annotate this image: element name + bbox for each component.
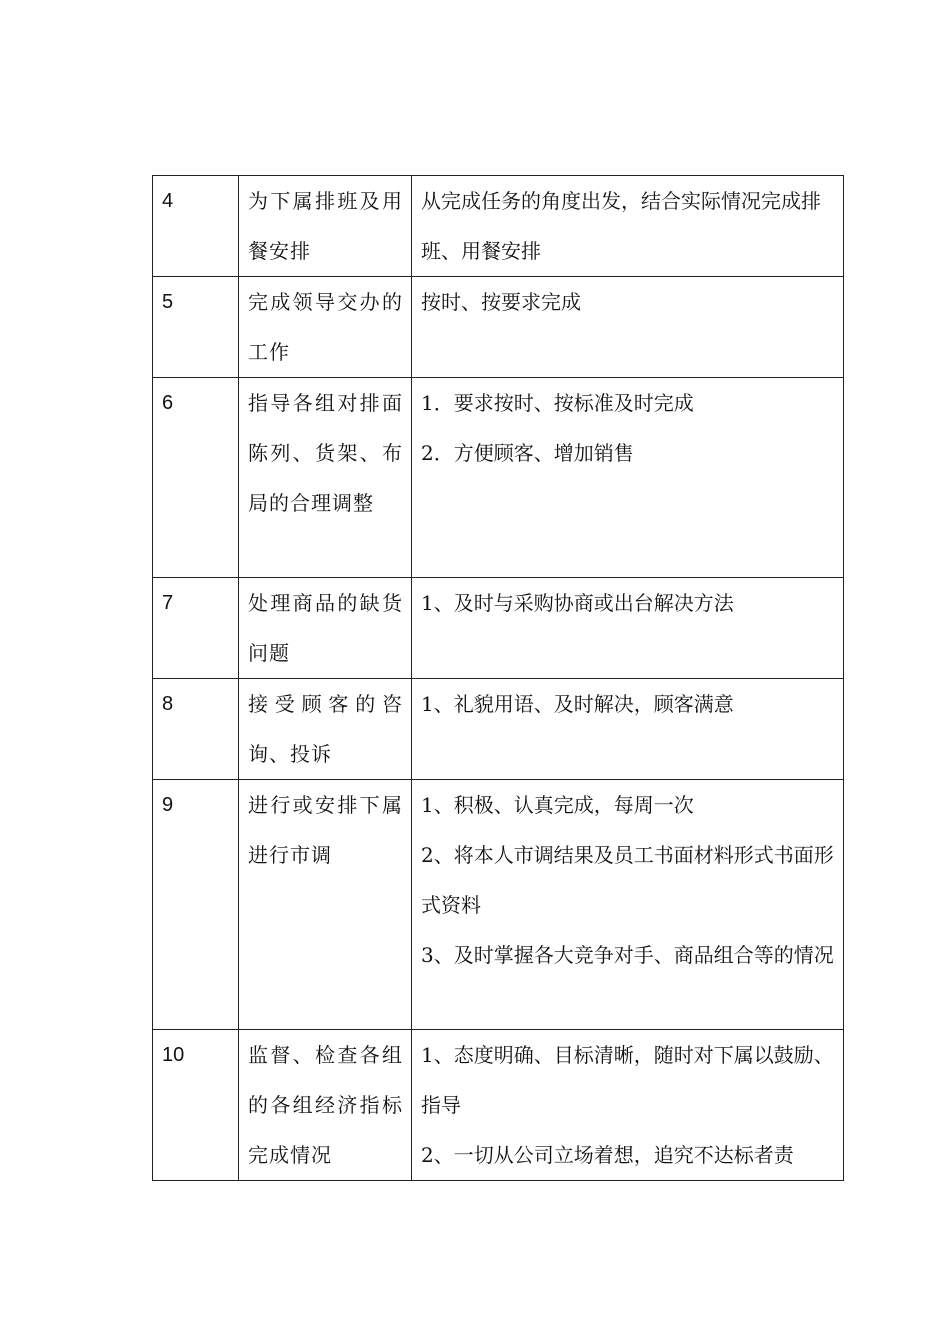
requirement-line: 从完成任务的角度出发，结合实际情况完成排班、用餐安排 — [421, 189, 821, 263]
requirement-line: 2、将本人市调结果及员工书面材料形式书面形式资料 — [421, 843, 834, 917]
table-row — [153, 1030, 844, 1181]
requirement-cell — [412, 277, 844, 378]
task-cell: 指导各组对排面陈列、货架、布局的合理调整 — [239, 378, 412, 578]
requirement-line: 1．要求按时、按标准及时完成 — [421, 391, 694, 415]
requirement-line: 2．方便顾客、增加销售 — [421, 441, 634, 465]
requirement-line: 2、一切从公司立场着想，追究不达标者责 — [421, 1143, 794, 1167]
row-number: 7 — [153, 578, 239, 679]
requirement-line: 3、及时掌握各大竞争对手、商品组合等的情况 — [421, 943, 834, 967]
duties-table — [152, 175, 844, 1181]
requirement-cell — [412, 780, 844, 1030]
task-cell: 完成领导交办的工作 — [239, 277, 412, 378]
task-cell: 监督、检查各组的各组经济指标完成情况 — [239, 1030, 412, 1181]
row-number: 4 — [153, 176, 239, 277]
requirement-line: 1、礼貌用语、及时解决，顾客满意 — [421, 692, 734, 716]
table-row — [153, 679, 844, 780]
requirement-cell — [412, 679, 844, 780]
requirement-cell — [412, 578, 844, 679]
table-row — [153, 780, 844, 1030]
requirement-line: 1、积极、认真完成，每周一次 — [421, 793, 694, 817]
requirement-cell — [412, 176, 844, 277]
requirement-line: 1、及时与采购协商或出台解决方法 — [421, 591, 734, 615]
row-number: 8 — [153, 679, 239, 780]
table-row — [153, 176, 844, 277]
table-row — [153, 277, 844, 378]
task-cell: 为下属排班及用餐安排 — [239, 176, 412, 277]
table-row — [153, 578, 844, 679]
requirement-line: 按时、按要求完成 — [421, 290, 581, 314]
row-number: 10 — [153, 1030, 239, 1181]
task-cell: 进行或安排下属进行市调 — [239, 780, 412, 1030]
row-number: 9 — [153, 780, 239, 1030]
requirement-cell — [412, 378, 844, 578]
task-cell: 处理商品的缺货问题 — [239, 578, 412, 679]
requirement-cell — [412, 1030, 844, 1181]
row-number: 5 — [153, 277, 239, 378]
table-row — [153, 378, 844, 578]
requirement-line: 1、态度明确、目标清晰，随时对下属以鼓励、指导 — [421, 1043, 834, 1117]
row-number: 6 — [153, 378, 239, 578]
task-cell: 接受顾客的咨询、投诉 — [239, 679, 412, 780]
